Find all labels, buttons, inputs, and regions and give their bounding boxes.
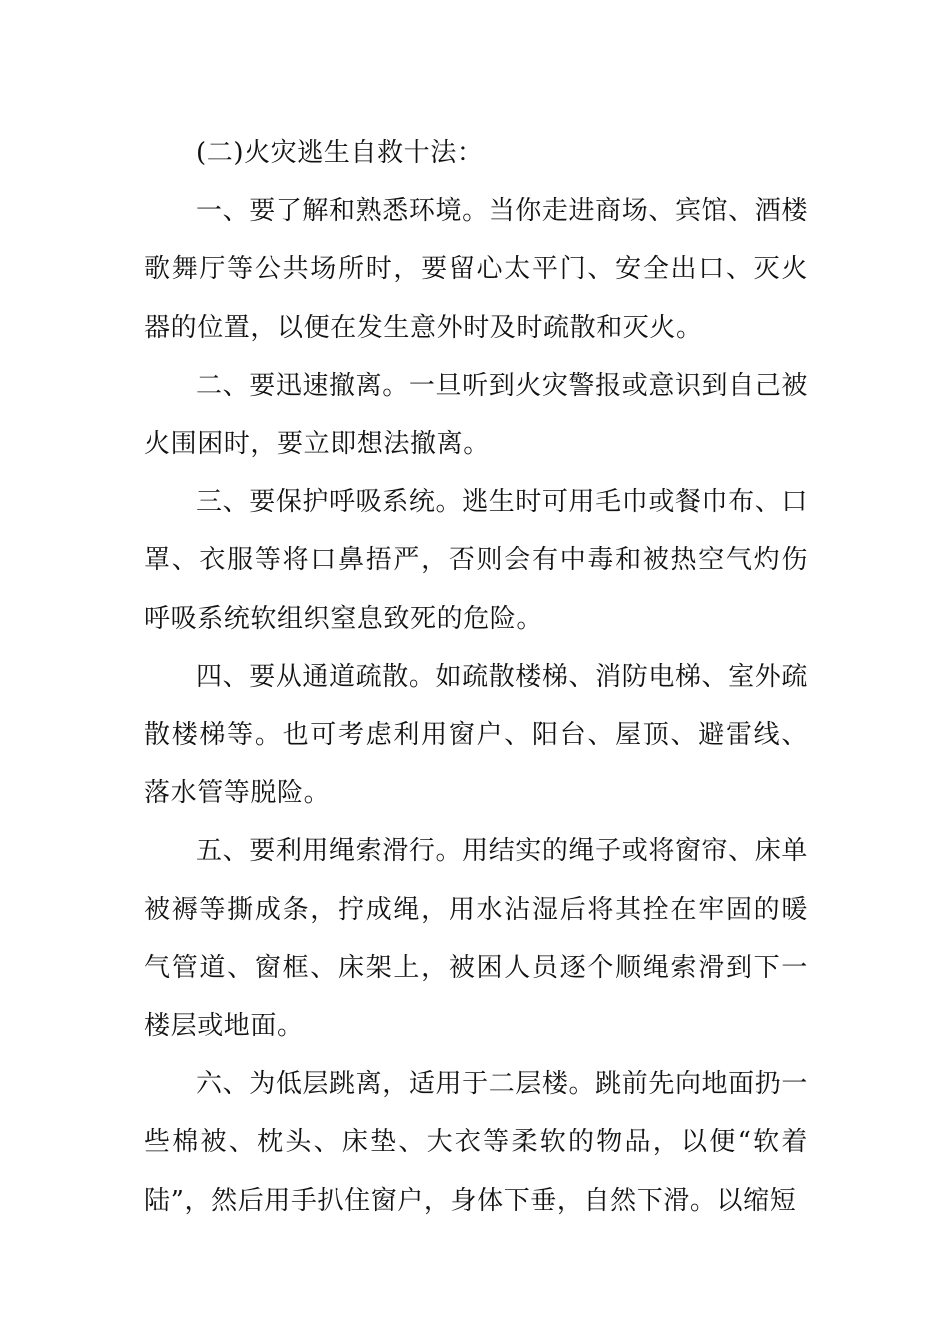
paragraph-4: 四、要从通道疏散。如疏散楼梯、消防电梯、室外疏散楼梯等。也可考虑利用窗户、阳台、屋顶、避雷线、落水管等脱险。 bbox=[144, 661, 808, 809]
document-body bbox=[144, 124, 808, 1230]
paragraph-2: 二、要迅速撤离。一旦听到火灾警报或意识到自己被火围困时，要立即想法撤离。 bbox=[144, 370, 808, 460]
section-heading: (二)火灾逃生自救十法： bbox=[196, 138, 484, 168]
paragraph-3: 三、要保护呼吸系统。逃生时可用毛巾或餐巾布、口罩、衣服等将口鼻捂严，否则会有中毒和被热空气灼伤呼吸系统软组织窒息致死的危险。 bbox=[144, 487, 808, 634]
paragraph-5: 五、要利用绳索滑行。用结实的绳子或将窗帘、床单被褥等撕成条，拧成绳，用水沾湿后将其拴在牢固的暖气管道、窗框、床架上，被困人员逐个顺绳索滑到下一楼层或地面。 bbox=[144, 836, 808, 1042]
paragraph-6: 六、为低层跳离，适用于二层楼。跳前先向地面扔一些棉被、枕头、床垫、大衣等柔软的物品，以便“软着陆”，然后用手扒住窗户，身体下垂，自然下滑。以缩短 bbox=[144, 1069, 808, 1216]
paragraph-1: 一、要了解和熟悉环境。当你走进商场、宾馆、酒楼歌舞厅等公共场所时，要留心太平门、安全出口、灭火器的位置，以便在发生意外时及时疏散和灭火。 bbox=[144, 196, 808, 343]
